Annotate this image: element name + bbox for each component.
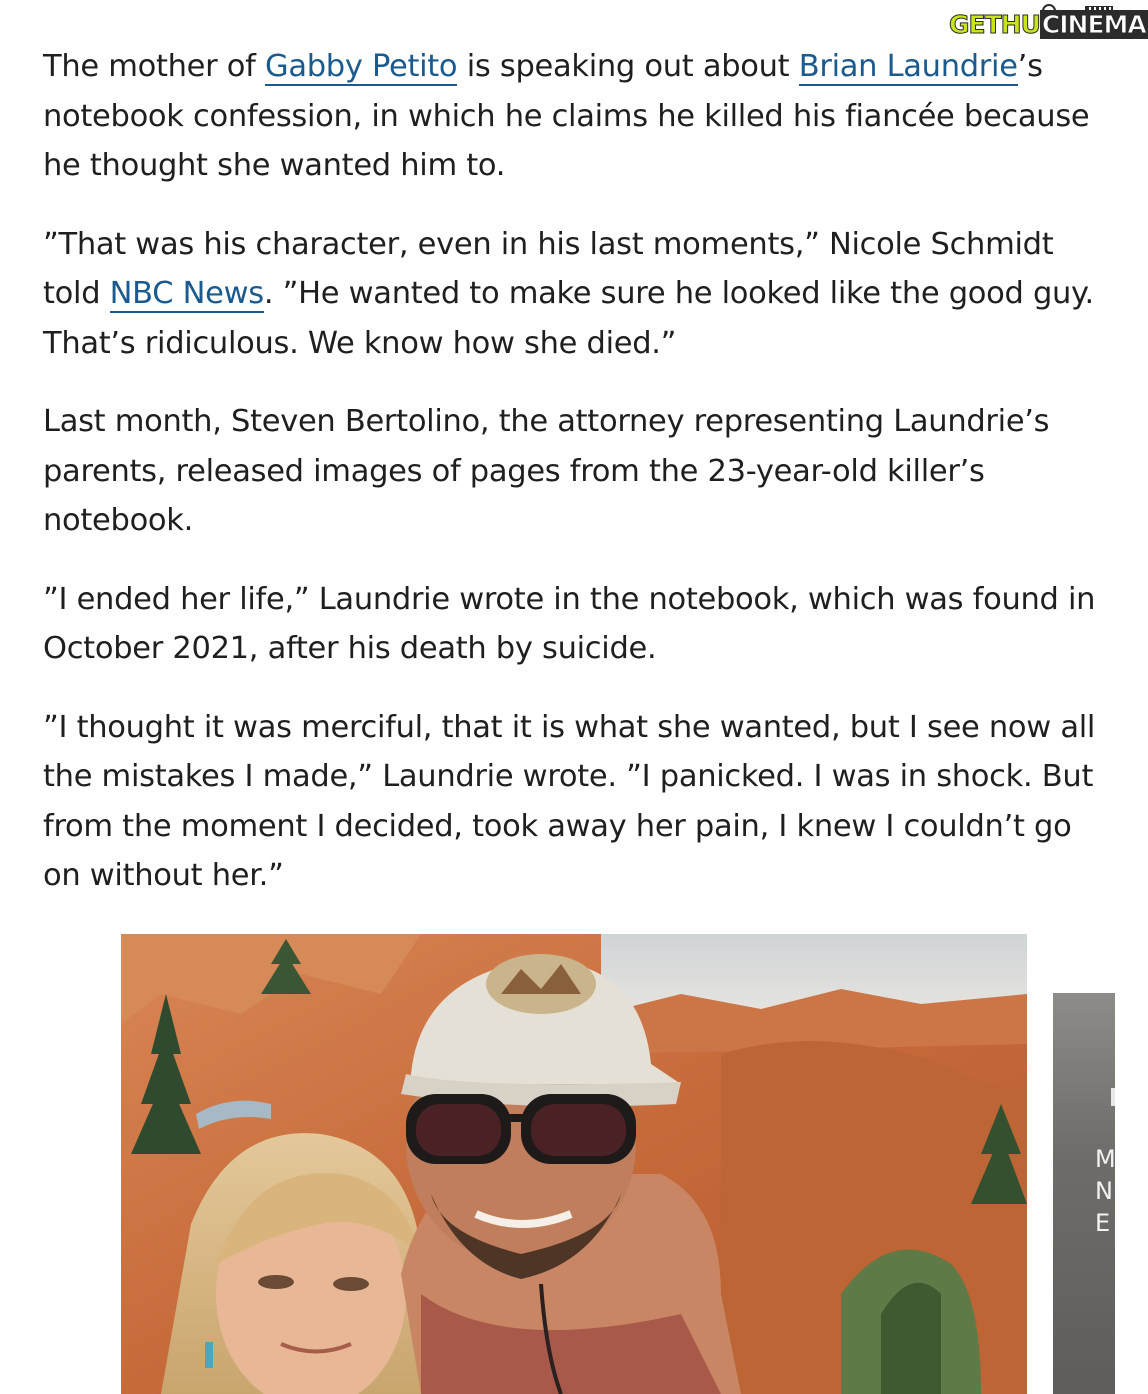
side-advertisement[interactable] — [1053, 993, 1115, 1394]
ad-letter-2: N — [1095, 1177, 1113, 1205]
article-body — [43, 42, 1113, 930]
ad-text — [1095, 1143, 1135, 1239]
ad-marker-icon — [1111, 1088, 1115, 1106]
ad-letter-3: E — [1095, 1209, 1111, 1237]
watermark-text-part2: CINEMA — [1041, 10, 1146, 39]
article-paragraph-1: The mother of Gabby Petito is speaking out about Brian Laundrie’s notebook confession, in which he claims he killed his fiancée because he thought she wanted him to. — [43, 49, 1090, 183]
link-nbc-news[interactable]: NBC News — [109, 276, 264, 311]
photo-couple-selfie — [121, 934, 1027, 1394]
article-paragraph-4: ”I ended her life,” Laundrie wrote in the notebook, which was found in October 2021, after his death by suicide. — [43, 581, 1096, 666]
link-brian-laundrie[interactable]: Brian Laundrie — [798, 49, 1018, 84]
watermark-text-part1: GETHU — [949, 10, 1040, 39]
article-paragraph-5: ”I thought it was merciful, that it is what she wanted, but I see now all the mistakes I made,” Laundrie wrote. ”I panicked. I was in shock. But from the moment I decided, took away her pain, I knew I couldn’t go on without her.” — [43, 709, 1096, 893]
article-photo[interactable] — [121, 934, 1027, 1394]
site-watermark-logo — [947, 4, 1146, 44]
article-paragraph-3: Last month, Steven Bertolino, the attorney representing Laundrie’s parents, released images of pages from the 23-year-old killer’s notebook. — [43, 404, 1050, 538]
ad-letter-1: M — [1095, 1145, 1116, 1173]
article-paragraph-2: ”That was his character, even in his last moments,” Nicole Schmidt told NBC News. ”He wanted to make sure he looked like the good guy. That’s ridiculous. We know how she died.” — [43, 226, 1094, 361]
link-gabby-petito[interactable]: Gabby Petito — [264, 49, 458, 84]
